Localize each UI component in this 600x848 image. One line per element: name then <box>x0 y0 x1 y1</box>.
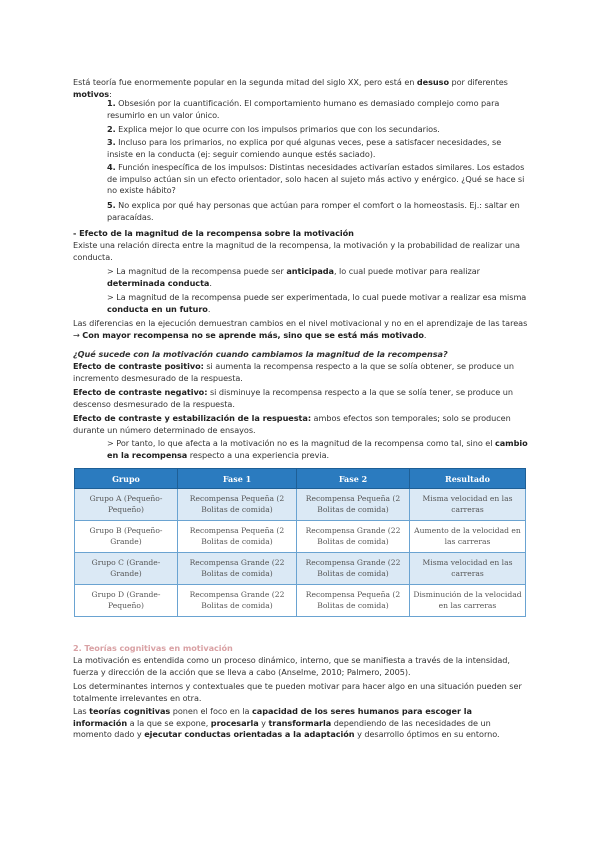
effect-positive <box>73 361 528 384</box>
effect-stabilization <box>73 413 528 436</box>
results-table <box>74 468 526 617</box>
list-number: 4. <box>107 162 116 172</box>
section-heading-magnitud: - Efecto de la magnitud de la recompensa sobre la motivación <box>73 228 354 238</box>
paragraph-bold: capacidad de los seres humanos para escoger la información <box>73 706 472 728</box>
intro-text-mid: por diferentes <box>448 77 508 87</box>
table-cell: Grupo B (Pequeño-Grande) <box>75 521 178 553</box>
list-item-4 <box>107 162 528 197</box>
table-cell: Aumento de la velocidad en las carreras <box>410 521 526 553</box>
effect-text: si disminuye la recompensa respecto a la que se solía tener, se produce un descenso desmesurado de la respuesta. <box>73 387 513 409</box>
effect-negative <box>73 387 528 410</box>
list-number: 5. <box>107 200 116 210</box>
point-text: , lo cual puede motivar para realizar <box>333 266 480 276</box>
table-header-row <box>75 469 526 489</box>
paragraph-text: . <box>423 329 427 340</box>
conclusion-bold: cambio en la recompensa <box>107 438 528 460</box>
point-anticipada <box>107 266 528 289</box>
effect-text: si aumenta la recompensa respecto a la que se solía obtener, se produce un incremento desmesurado de la respuesta. <box>73 361 514 383</box>
table-header-cell: Resultado <box>410 469 526 489</box>
paragraph-text: dependiendo de las necesidades de un momento dado y <box>73 717 491 740</box>
point-bold: determinada conducta <box>107 277 210 288</box>
table-header-cell: Fase 1 <box>178 469 297 489</box>
conclusion-text: respecto a una experiencia previa. <box>187 449 330 460</box>
table-cell: Recompensa Grande (22 Bolitas de comida) <box>297 553 410 585</box>
list-text: Incluso para los primarios, no explica por qué algunas veces, pese a satisfacer necesidades, se insiste en la conducta (ej: seguir comiendo aunque estés saciado). <box>107 137 502 159</box>
list-text: Obsesión por la cuantificación. El comportamiento humano es demasiado complejo como para resumirlo en un valor único. <box>107 98 500 120</box>
table-cell: Recompensa Pequeña (2 Bolitas de comida) <box>178 521 297 553</box>
intro-bold-desuso: desuso <box>416 77 449 87</box>
paragraph-text: Las <box>73 706 90 716</box>
table-cell: Recompensa Grande (22 Bolitas de comida) <box>178 585 297 617</box>
table-row <box>75 489 526 521</box>
table-cell: Recompensa Grande (22 Bolitas de comida) <box>297 521 410 553</box>
table-header-cell: Fase 2 <box>297 469 410 489</box>
effect-title: Efecto de contraste negativo: <box>73 387 208 397</box>
paragraph-text: ponen el foco en la <box>170 706 253 716</box>
table-cell: Recompensa Pequeña (2 Bolitas de comida) <box>297 489 410 521</box>
table-header-cell: Grupo <box>75 469 178 489</box>
table-cell: Recompensa Grande (22 Bolitas de comida) <box>178 553 297 585</box>
list-item-3 <box>107 137 528 160</box>
paragraph-determinantes: Los determinantes internos y contextuales que te pueden motivar para hacer algo en una situación pueden ser totalmente irrelevantes en otra. <box>73 681 522 703</box>
list-item-5 <box>107 200 528 223</box>
point-bold: anticipada <box>286 266 334 276</box>
point-text: > La magnitud de la recompensa puede ser <box>107 266 287 276</box>
intro-text-post: : <box>109 88 112 99</box>
conclusion-point <box>107 438 528 461</box>
list-text: No explica por qué hay personas que actúan para romper el comfort o la homeostasis. Ej.: saltar en paracaídas. <box>107 200 520 222</box>
effect-text: ambos efectos son temporales; solo se producen durante un número determinado de ensayos. <box>73 413 511 435</box>
list-text: Explica mejor lo que ocurre con los impulsos primarios que con los secundarios. <box>115 124 440 134</box>
point-bold: conducta en un futuro <box>107 303 208 314</box>
conclusion-text: > Por tanto, lo que afecta a la motivación no es la magnitud de la recompensa como tal, sino el <box>107 438 495 448</box>
point-text: > La magnitud de la recompensa puede ser experimentada, lo cual puede motivar a realizar esa misma <box>107 292 527 302</box>
table-cell: Misma velocidad en las carreras <box>410 553 526 585</box>
point-text: . <box>207 303 211 314</box>
list-number: 1. <box>107 98 116 108</box>
point-experimentada <box>107 292 528 315</box>
paragraph-teorias <box>73 706 528 741</box>
paragraph-relacion: Existe una relación directa entre la magnitud de la recompensa, la motivación y la probabilidad de realizar una conducta. <box>73 240 520 262</box>
table-cell: Misma velocidad en las carreras <box>410 489 526 521</box>
paragraph-diferencias <box>73 318 528 341</box>
table-row <box>75 585 526 617</box>
paragraph-text: y desarrollo óptimos en su entorno. <box>354 729 500 740</box>
paragraph-text: Las diferencias en la ejecución demuestran cambios en el nivel motivacional y no en el aprendizaje de las tareas → <box>73 318 528 340</box>
question-heading: ¿Qué sucede con la motivación cuando cambiamos la magnitud de la recompensa? <box>73 349 448 359</box>
intro-paragraph <box>73 77 528 100</box>
table-row <box>75 553 526 585</box>
table-cell: Grupo A (Pequeño-Pequeño) <box>75 489 178 521</box>
table-cell: Grupo D (Grande-Pequeño) <box>75 585 178 617</box>
intro-bold-motivos: motivos <box>73 88 110 99</box>
paragraph-text: a la que se expone, <box>127 717 211 728</box>
list-number: 2. <box>107 124 116 134</box>
table-row <box>75 521 526 553</box>
paragraph-motivacion: La motivación es entendida como un proceso dinámico, interno, que se manifiesta a través de la intensidad, fuerza y dirección de la acción que se lleva a cabo (Anselme, 2010; Palmero, 2005). <box>73 655 510 677</box>
list-text: Función inespecífica de los impulsos: Distintas necesidades activarían estados similares. Los estados de impulso actúan sin un efecto orientador, solo hacen al sujeto más activo y enérgico. ¿Qué se hace si no existe hábito? <box>107 162 525 196</box>
paragraph-text: y <box>258 717 269 728</box>
paragraph-bold: teorías cognitivas <box>89 706 171 716</box>
table-cell: Recompensa Pequeña (2 Bolitas de comida) <box>178 489 297 521</box>
effect-title: Efecto de contraste positivo: <box>73 361 204 371</box>
paragraph-bold: Con mayor recompensa no se aprende más, sino que se está más motivado <box>82 329 424 340</box>
effect-title: Efecto de contraste y estabilización de la respuesta: <box>73 413 312 423</box>
list-item-1 <box>107 98 528 121</box>
table-cell: Disminución de la velocidad en las carreras <box>410 585 526 617</box>
table-cell: Grupo C (Grande-Grande) <box>75 553 178 585</box>
intro-text: Está teoría fue enormemente popular en la segunda mitad del siglo XX, pero está en <box>73 77 417 87</box>
point-text: . <box>209 277 212 288</box>
section-heading-cognitivas: 2. Teorías cognitivas en motivación <box>73 643 233 653</box>
list-item-2 <box>107 124 528 136</box>
paragraph-bold: transformarla <box>268 717 332 728</box>
table-cell: Recompensa Pequeña (2 Bolitas de comida) <box>297 585 410 617</box>
paragraph-bold: procesarla <box>210 717 259 728</box>
list-number: 3. <box>107 137 116 147</box>
paragraph-bold: ejecutar conductas orientadas a la adaptación <box>144 729 355 740</box>
